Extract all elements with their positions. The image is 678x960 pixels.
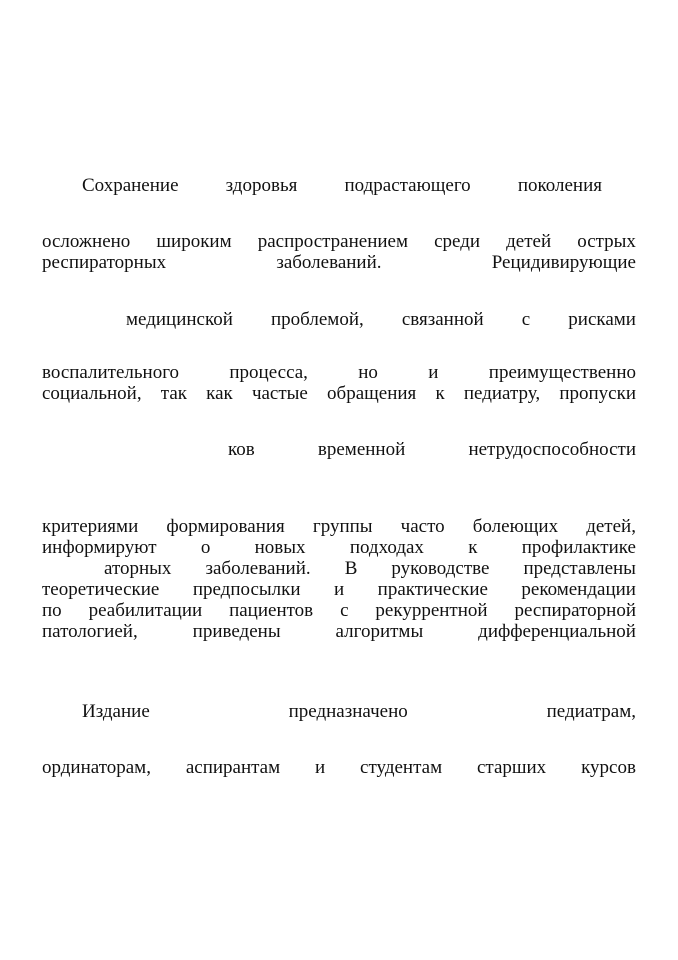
word: Сохранение bbox=[82, 175, 179, 196]
word: респираторных bbox=[42, 252, 167, 273]
word: формирования bbox=[166, 516, 285, 537]
word: руководстве bbox=[391, 558, 490, 579]
word: аторных bbox=[104, 558, 172, 579]
word: патологией, bbox=[42, 621, 138, 642]
text-line bbox=[42, 516, 636, 538]
word: Рецидивирующие bbox=[491, 252, 636, 273]
word: здоровья bbox=[225, 175, 298, 196]
word: но bbox=[358, 362, 378, 383]
word: студентам bbox=[360, 757, 443, 778]
word: нетрудоспособности bbox=[468, 439, 636, 460]
word: реабилитации bbox=[88, 600, 203, 621]
text-line bbox=[42, 600, 636, 622]
word: аспирантам bbox=[185, 757, 281, 778]
word: алгоритмы bbox=[335, 621, 424, 642]
word: Издание bbox=[82, 701, 150, 722]
word: по bbox=[42, 600, 62, 621]
text-line bbox=[104, 558, 636, 580]
word: заболеваний. bbox=[276, 252, 382, 273]
text-line bbox=[228, 439, 636, 461]
text-line bbox=[42, 362, 636, 384]
word: педиатрам, bbox=[546, 701, 636, 722]
word: практические bbox=[377, 579, 488, 600]
text-line bbox=[82, 175, 602, 197]
word: предназначено bbox=[288, 701, 408, 722]
word: болеющих bbox=[472, 516, 559, 537]
word: и bbox=[334, 579, 345, 600]
word: группы bbox=[312, 516, 373, 537]
word: с bbox=[340, 600, 349, 621]
word: представлены bbox=[523, 558, 636, 579]
word: респираторной bbox=[514, 600, 636, 621]
text-line bbox=[42, 383, 636, 405]
word: предпосылки bbox=[192, 579, 301, 600]
word: рекуррентной bbox=[375, 600, 488, 621]
word: дифференциальной bbox=[478, 621, 636, 642]
word: детей bbox=[506, 231, 552, 252]
word: к bbox=[435, 383, 445, 404]
word: среди bbox=[434, 231, 481, 252]
word: воспалительного bbox=[42, 362, 180, 383]
text-line bbox=[126, 309, 636, 331]
word: пропуски bbox=[559, 383, 636, 404]
word: ков bbox=[228, 439, 255, 460]
word: новых bbox=[254, 537, 306, 558]
word: временной bbox=[317, 439, 406, 460]
word: с bbox=[521, 309, 531, 330]
word: заболеваний. bbox=[205, 558, 311, 579]
word: подходах bbox=[349, 537, 424, 558]
word: к bbox=[468, 537, 478, 558]
text-line bbox=[42, 579, 636, 601]
word: распространением bbox=[257, 231, 409, 252]
word: медицинской bbox=[126, 309, 233, 330]
text-line bbox=[42, 537, 636, 559]
text-line bbox=[42, 621, 636, 643]
word: теоретические bbox=[42, 579, 160, 600]
word: социальной, bbox=[42, 383, 142, 404]
word: курсов bbox=[581, 757, 636, 778]
word: и bbox=[315, 757, 326, 778]
word: рекомендации bbox=[521, 579, 636, 600]
word: и bbox=[428, 362, 439, 383]
word: так bbox=[160, 383, 187, 404]
word: ординаторам, bbox=[42, 757, 151, 778]
word: частые bbox=[251, 383, 308, 404]
word: как bbox=[206, 383, 233, 404]
word: старших bbox=[476, 757, 547, 778]
text-line bbox=[42, 231, 636, 253]
word: педиатру, bbox=[463, 383, 541, 404]
word: профилактике bbox=[521, 537, 636, 558]
word: обращения bbox=[327, 383, 417, 404]
word: осложнено bbox=[42, 231, 131, 252]
word: о bbox=[200, 537, 211, 558]
word: поколения bbox=[517, 175, 602, 196]
word: детей, bbox=[586, 516, 636, 537]
word: критериями bbox=[42, 516, 139, 537]
word: часто bbox=[400, 516, 445, 537]
word: пациентов bbox=[229, 600, 314, 621]
word: связанной bbox=[401, 309, 484, 330]
word: проблемой, bbox=[271, 309, 364, 330]
word: рисками bbox=[568, 309, 636, 330]
word: острых bbox=[577, 231, 636, 252]
text-line bbox=[42, 757, 636, 779]
word: процесса, bbox=[229, 362, 308, 383]
word: В bbox=[344, 558, 358, 579]
word: информируют bbox=[42, 537, 157, 558]
text-line bbox=[42, 252, 636, 274]
word: подрастающего bbox=[344, 175, 471, 196]
text-line bbox=[82, 701, 636, 723]
word: широким bbox=[156, 231, 232, 252]
word: приведены bbox=[192, 621, 281, 642]
word: преимущественно bbox=[488, 362, 636, 383]
